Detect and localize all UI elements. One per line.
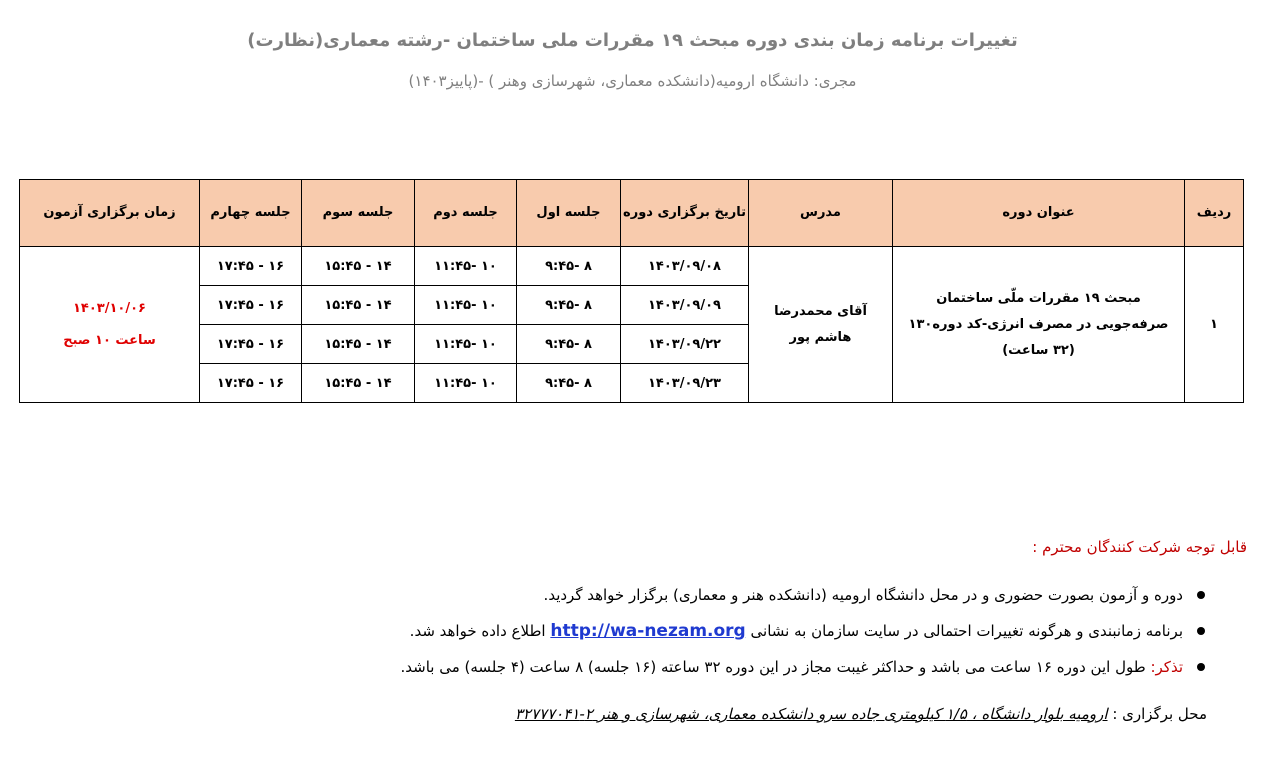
note-text: اطلاع داده خواهد شد.: [409, 622, 546, 640]
session-2-time: ۱۰ -۱۱:۴۵: [415, 247, 517, 286]
bullet-icon: [1197, 591, 1205, 599]
session-1-time: ۸ -۹:۴۵: [517, 364, 621, 403]
exam-hour: ساعت ۱۰ صبح: [63, 332, 156, 348]
notice-heading: قابل توجه شرکت کنندگان محترم :: [1032, 538, 1247, 556]
session-date: ۱۴۰۳/۰۹/۰۸: [621, 247, 749, 286]
session-4-time: ۱۶ - ۱۷:۴۵: [200, 247, 302, 286]
session-3-time: ۱۴ - ۱۵:۴۵: [302, 325, 415, 364]
header-course-title: عنوان دوره: [893, 180, 1185, 247]
exam-time-cell: [20, 247, 200, 403]
note-text: طول این دوره ۱۶ ساعت می باشد و حداکثر غیبت مجاز در این دوره ۳۲ ساعته (۱۶ جلسه) ۸ ساعت (۴ جلسه) می باشد.: [400, 658, 1146, 676]
note-text: دوره و آزمون بصورت حضوری و در محل دانشگاه ارومیه (دانشکده هنر و معماری) برگزار خواهد گردید.: [543, 586, 1183, 604]
session-date: ۱۴۰۳/۰۹/۲۲: [621, 325, 749, 364]
header-session-3: جلسه سوم: [302, 180, 415, 247]
header-session-2: جلسه دوم: [415, 180, 517, 247]
exam-date: ۱۴۰۳/۱۰/۰۶: [73, 300, 146, 316]
header-row-number: ردیف: [1185, 180, 1244, 247]
session-1-time: ۸ -۹:۴۵: [517, 247, 621, 286]
session-3-time: ۱۴ - ۱۵:۴۵: [302, 286, 415, 325]
reminder-label: تذکر:: [1150, 658, 1183, 676]
session-date: ۱۴۰۳/۰۹/۲۳: [621, 364, 749, 403]
list-item: [401, 616, 1206, 652]
table-row: [20, 247, 1244, 286]
page-title: تغییرات برنامه زمان بندی دوره مبحث ۱۹ مقررات ملی ساختمان -رشته معماری(نظارت): [247, 30, 1018, 51]
session-date: ۱۴۰۳/۰۹/۰۹: [621, 286, 749, 325]
note-text: برنامه زمانبندی و هرگونه تغییرات احتمالی در سایت سازمان به نشانی: [750, 622, 1183, 640]
list-item: [401, 652, 1206, 688]
header-session-1: جلسه اول: [517, 180, 621, 247]
row-number-cell: ۱: [1185, 247, 1244, 403]
header-teacher: مدرس: [749, 180, 893, 247]
notes-list: [401, 580, 1206, 688]
page-subtitle: مجری: دانشگاه ارومیه(دانشکده معماری، شهرسازی وهنر ) -(پاییز۱۴۰۳): [408, 72, 857, 90]
venue-address: ارومیه بلوار دانشگاه ، ۱/۵ کیلومتری جاده سرو دانشکده معماری، شهرسازی و هنر ۲-۳۲۷۷۷۰۴۱: [514, 705, 1108, 723]
schedule-table: [19, 179, 1244, 403]
teacher-cell: [749, 247, 893, 403]
session-2-time: ۱۰ -۱۱:۴۵: [415, 325, 517, 364]
session-1-time: ۸ -۹:۴۵: [517, 325, 621, 364]
header-exam-time: زمان برگزاری آزمون: [20, 180, 200, 247]
course-title-line: صرفه‌جویی در مصرف انرژی-کد دوره۱۳۰: [908, 316, 1169, 332]
bullet-icon: [1197, 663, 1205, 671]
course-hours: (۳۲ ساعت): [1002, 342, 1075, 358]
session-2-time: ۱۰ -۱۱:۴۵: [415, 364, 517, 403]
table-header-row: [20, 180, 1244, 247]
teacher-name-line: آقای محمدرضا: [774, 303, 867, 319]
venue-label: محل برگزاری :: [1112, 705, 1207, 723]
session-1-time: ۸ -۹:۴۵: [517, 286, 621, 325]
course-title-line: مبحث ۱۹ مقررات ملّی ساختمان: [936, 290, 1141, 306]
venue-line: [515, 705, 1207, 723]
list-item: [401, 580, 1206, 616]
bullet-icon: [1197, 627, 1205, 635]
session-4-time: ۱۶ - ۱۷:۴۵: [200, 325, 302, 364]
session-4-time: ۱۶ - ۱۷:۴۵: [200, 286, 302, 325]
header-date: تاریخ برگزاری دوره: [621, 180, 749, 247]
session-4-time: ۱۶ - ۱۷:۴۵: [200, 364, 302, 403]
website-link[interactable]: http://wa-nezam.org: [550, 621, 746, 641]
session-3-time: ۱۴ - ۱۵:۴۵: [302, 364, 415, 403]
session-3-time: ۱۴ - ۱۵:۴۵: [302, 247, 415, 286]
course-title-cell: [893, 247, 1185, 403]
header-session-4: جلسه چهارم: [200, 180, 302, 247]
session-2-time: ۱۰ -۱۱:۴۵: [415, 286, 517, 325]
teacher-name-line: هاشم پور: [789, 329, 852, 345]
